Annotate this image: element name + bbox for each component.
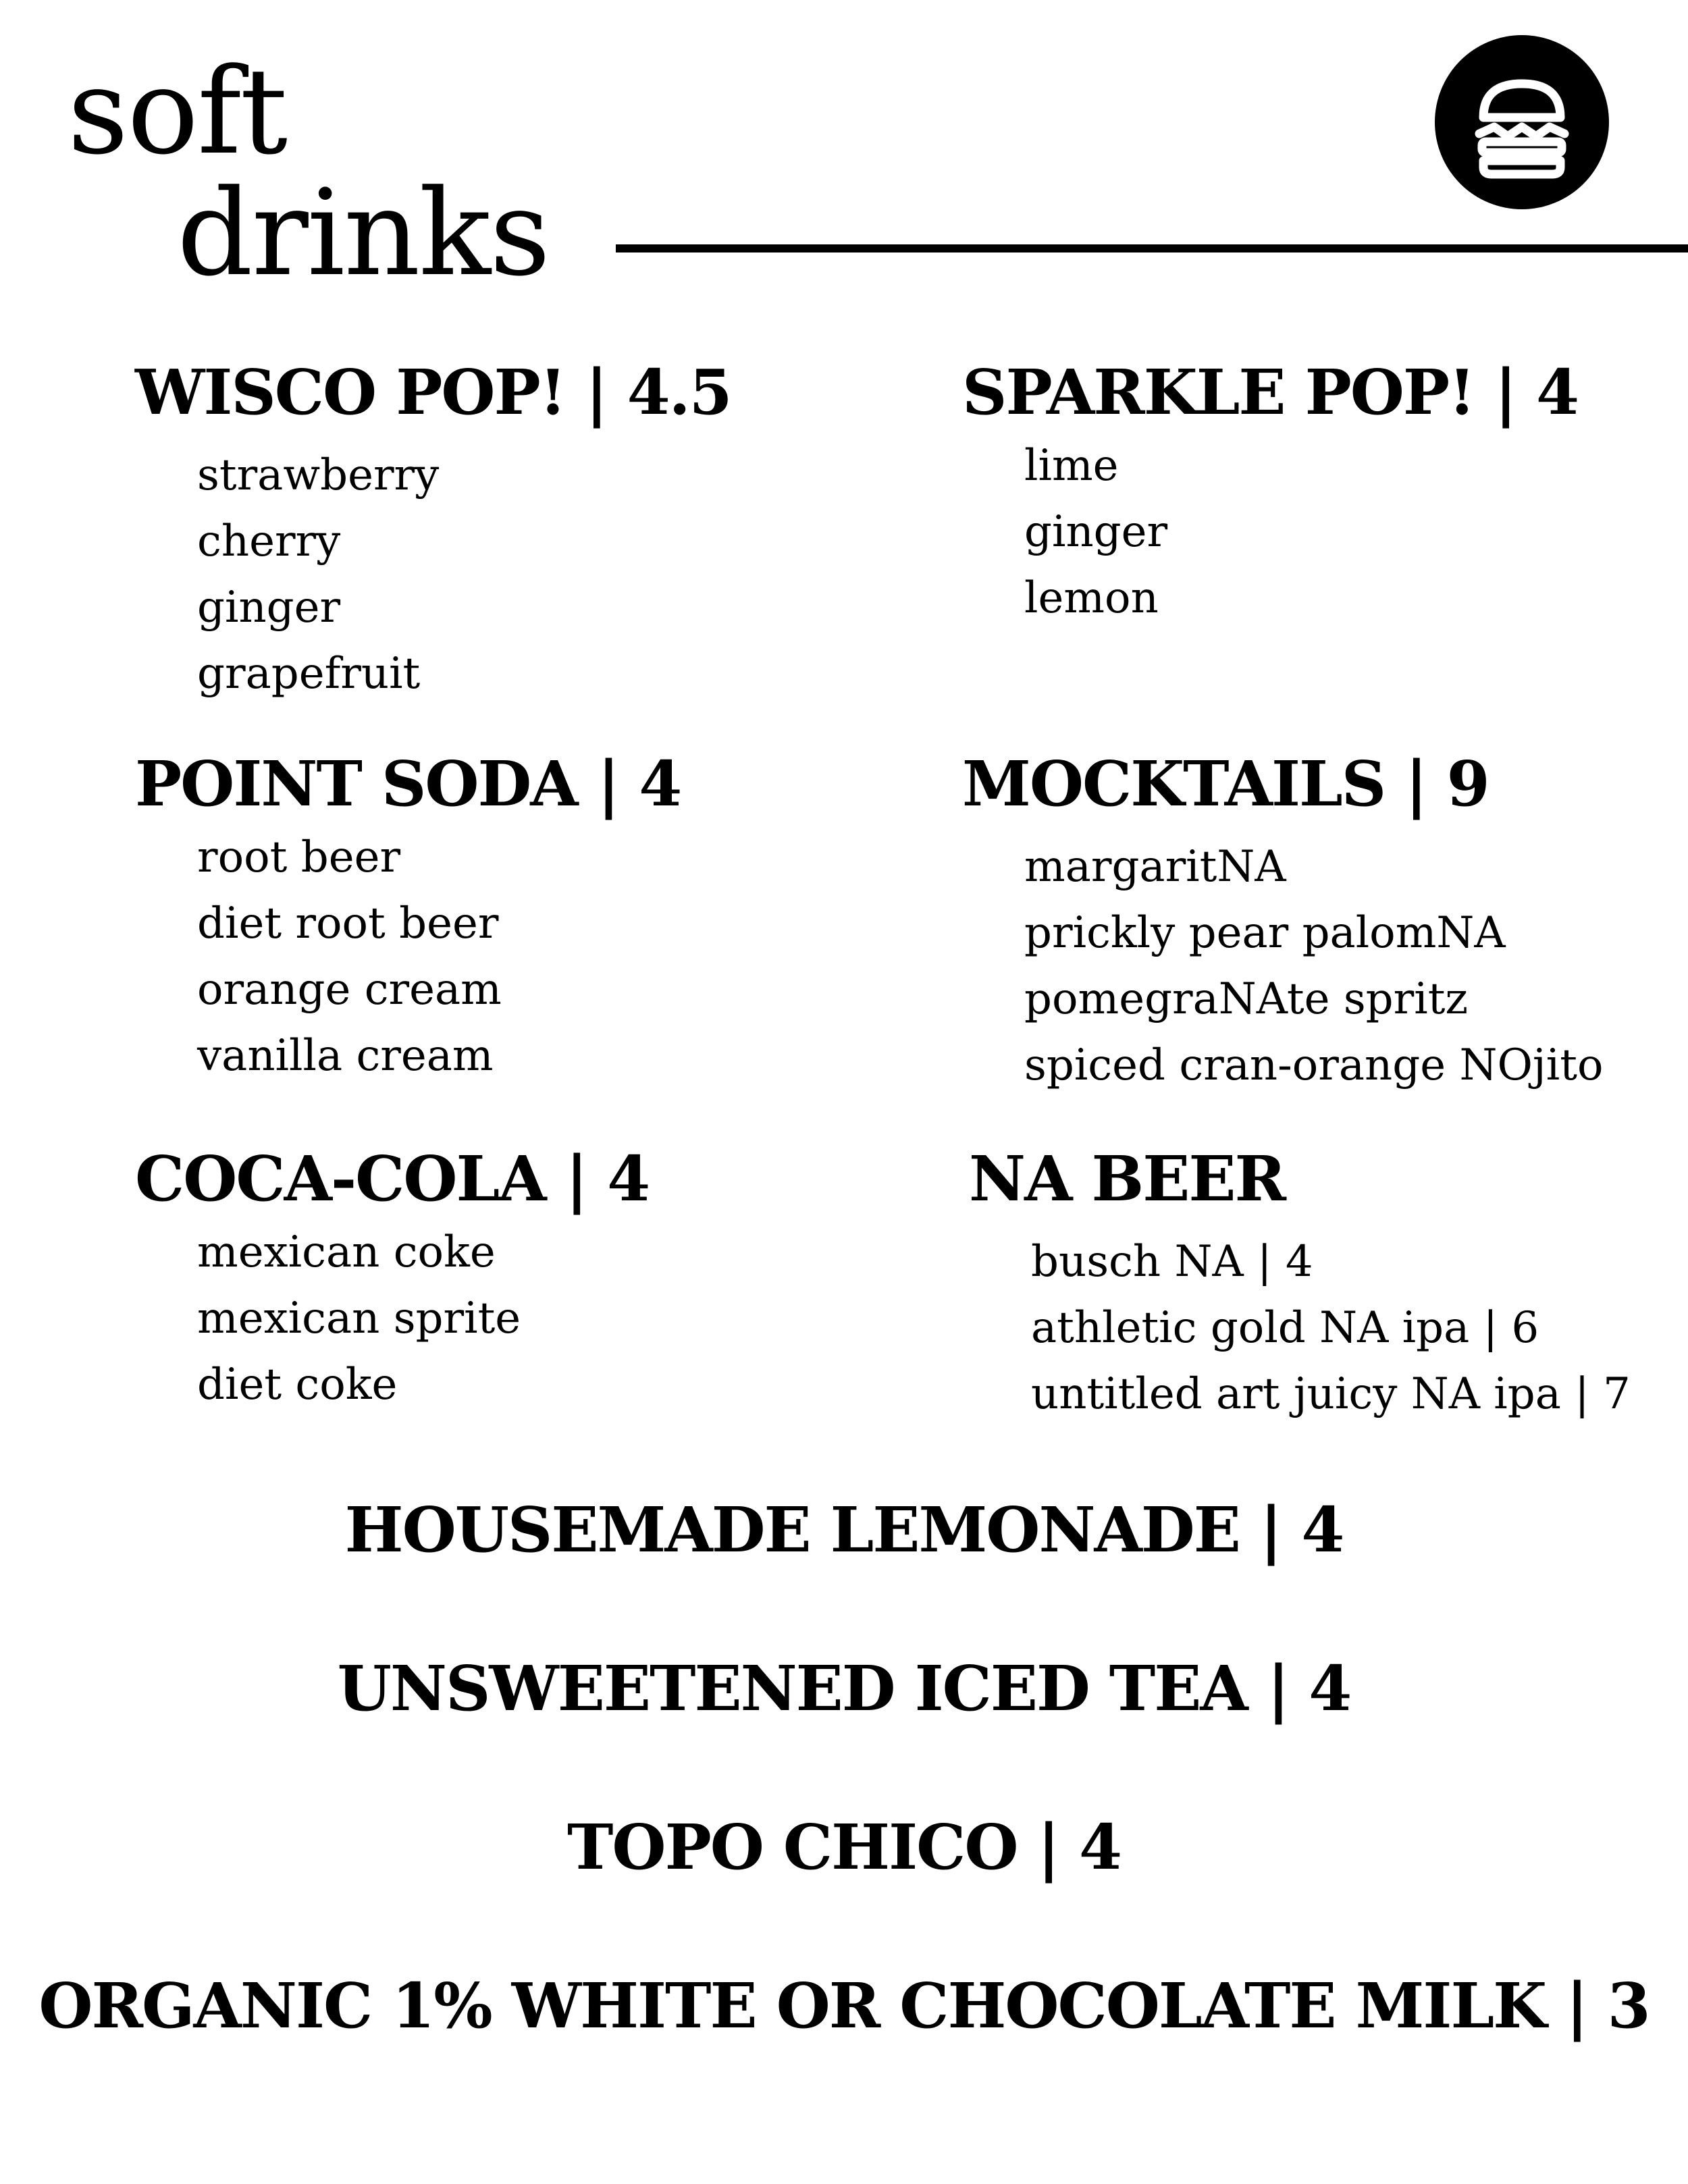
section-title: MOCKTAILS | 9 — [962, 747, 1489, 820]
section-title: SPARKLE POP! | 4 — [962, 356, 1578, 429]
menu-item-iced-tea: UNSWEETENED ICED TEA | 4 — [337, 1652, 1351, 1725]
section-sparkle-pop — [962, 356, 1578, 631]
list-item: mexican sprite — [197, 1294, 521, 1343]
item-list — [135, 442, 731, 707]
list-item: ginger — [197, 583, 341, 633]
menu-item-milk: ORGANIC 1% WHITE OR CHOCOLATE MILK | 3 — [38, 1969, 1650, 2042]
item-list — [969, 1229, 1631, 1427]
page-title-line-2: drinks — [177, 164, 550, 302]
menu-item-lemonade: HOUSEMADE LEMONADE | 4 — [344, 1493, 1344, 1566]
list-item: mexican coke — [197, 1227, 496, 1277]
section-title: POINT SODA | 4 — [135, 747, 681, 820]
list-item: untitled art juicy NA ipa | 7 — [1031, 1369, 1631, 1419]
logo — [1435, 35, 1609, 209]
item-list — [962, 433, 1578, 631]
list-item: lemon — [1024, 573, 1159, 623]
list-item: diet root beer — [197, 899, 499, 949]
list-item: cherry — [197, 516, 341, 566]
list-item: root beer — [197, 832, 401, 882]
list-item: grapefruit — [197, 649, 421, 699]
list-item: diet coke — [197, 1360, 398, 1410]
section-point-soda — [135, 747, 681, 1089]
section-wisco-pop — [135, 356, 731, 707]
list-item: margaritNA — [1024, 842, 1286, 892]
menu-item-topo-chico: TOPO CHICO | 4 — [566, 1811, 1122, 1884]
title-divider — [616, 244, 1688, 252]
list-item: orange cream — [197, 965, 502, 1015]
list-item: athletic gold NA ipa | 6 — [1031, 1303, 1539, 1353]
list-item: lime — [1024, 441, 1119, 491]
list-item: ginger — [1024, 507, 1168, 557]
list-item: strawberry — [197, 450, 440, 500]
list-item: vanilla cream — [197, 1031, 494, 1081]
list-item: pomegraNAte spritz — [1024, 974, 1469, 1024]
page-title-line-1: soft — [68, 43, 287, 181]
item-list — [135, 824, 681, 1089]
item-list — [962, 834, 1603, 1098]
section-title: NA BEER — [969, 1142, 1285, 1215]
item-list — [135, 1219, 649, 1418]
burger-icon — [1435, 35, 1609, 209]
list-item: spiced cran-orange NOjito — [1024, 1040, 1604, 1090]
section-na-beer — [969, 1142, 1631, 1427]
section-coca-cola — [135, 1142, 650, 1418]
section-mocktails — [962, 747, 1604, 1098]
list-item: prickly pear palomNA — [1024, 908, 1506, 958]
section-title: WISCO POP! | 4.5 — [135, 356, 731, 429]
list-item: busch NA | 4 — [1031, 1237, 1313, 1287]
section-title: COCA-COLA | 4 — [135, 1142, 650, 1215]
